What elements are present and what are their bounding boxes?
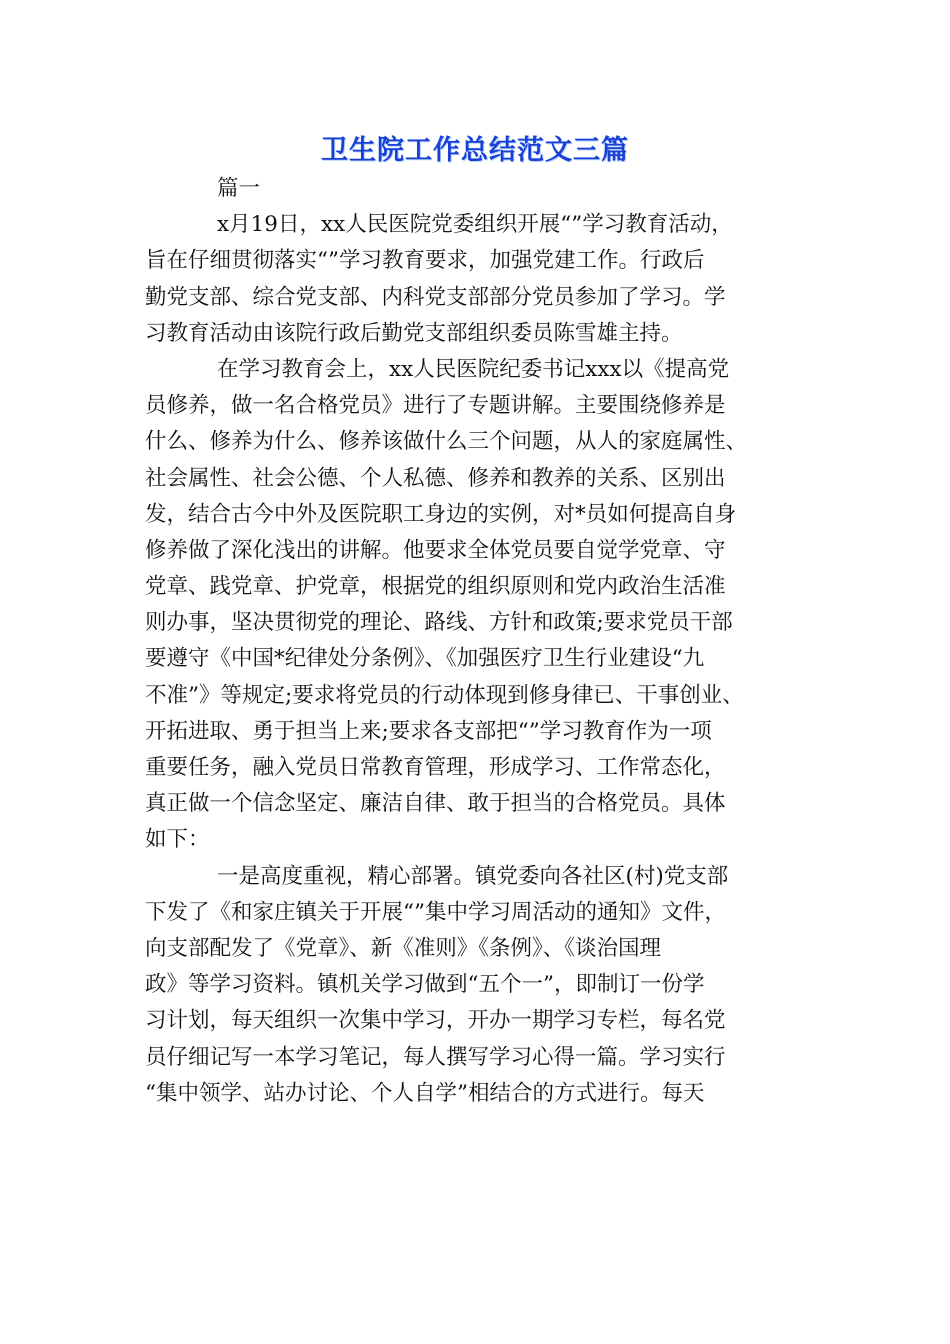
body-line: 真正做一个信念坚定、廉洁自律、敢于担当的合格党员。具体 <box>145 791 726 817</box>
body-line: 发，结合古今中外及医院职工身边的实例，对*员如何提高自身 <box>145 501 737 527</box>
body-line: 开拓进取、勇于担当上来;要求各支部把“”学习教育作为一项 <box>145 718 712 744</box>
body-line: 如下： <box>145 827 210 853</box>
body-line: 社会属性、社会公德、个人私德、修养和教养的关系、区别出 <box>145 465 726 491</box>
body-line: 则办事，坚决贯彻党的理论、路线、方针和政策;要求党员干部 <box>145 610 733 636</box>
body-line: 员修养，做一名合格党员》进行了专题讲解。主要围绕修养是 <box>145 393 726 419</box>
body-line: 要遵守《中国*纪律处分条例》、《加强医疗卫生行业建设“九 <box>145 646 705 672</box>
body-line: 习教育活动由该院行政后勤党支部组织委员陈雪雄主持。 <box>145 320 683 346</box>
body-line: 什么、修养为什么、修养该做什么三个问题，从人的家庭属性、 <box>145 429 748 455</box>
body-line: 党章、践党章、护党章，根据党的组织原则和党内政治生活准 <box>145 574 726 600</box>
body-line: 修养做了深化浅出的讲解。他要求全体党员要自觉学党章、守 <box>145 537 726 563</box>
body-line: 旨在仔细贯彻落实“”学习教育要求，加强党建工作。行政后 <box>145 248 705 274</box>
body-line: 员仔细记写一本学习笔记，每人撰写学习心得一篇。学习实行 <box>145 1044 726 1070</box>
body-line: 篇一 <box>217 176 261 201</box>
body-line: 不准”》等规定;要求将党员的行动体现到修身律已、干事创业、 <box>145 682 744 708</box>
body-line: 习计划，每天组织一次集中学习，开办一期学习专栏，每名党 <box>145 1008 726 1034</box>
body-line: “集中领学、站办讨论、个人自学”相结合的方式进行。每天 <box>145 1080 705 1106</box>
body-line: 政》等学习资料。镇机关学习做到“五个一”，即制订一份学 <box>145 972 705 998</box>
document-body <box>145 171 825 1112</box>
body-line: 下发了《和家庄镇关于开展“”集中学习周活动的通知》文件， <box>145 899 726 925</box>
body-line: 勤党支部、综合党支部、内科党支部部分党员参加了学习。学 <box>145 284 726 310</box>
body-line: 在学习教育会上，xx人民医院纪委书记xxx以《提高党 <box>217 356 730 382</box>
document-title: 卫生院工作总结范文三篇 <box>321 135 629 166</box>
body-line: 重要任务，融入党员日常教育管理，形成学习、工作常态化， <box>145 755 726 780</box>
body-line: 向支部配发了《党章》、新《准则》《条例》、《谈治国理 <box>145 935 662 961</box>
body-line: x月19日，xx人民医院党委组织开展“”学习教育活动， <box>217 212 733 238</box>
body-line: 一是高度重视，精心部署。镇党委向各社区(村)党支部 <box>217 863 729 889</box>
